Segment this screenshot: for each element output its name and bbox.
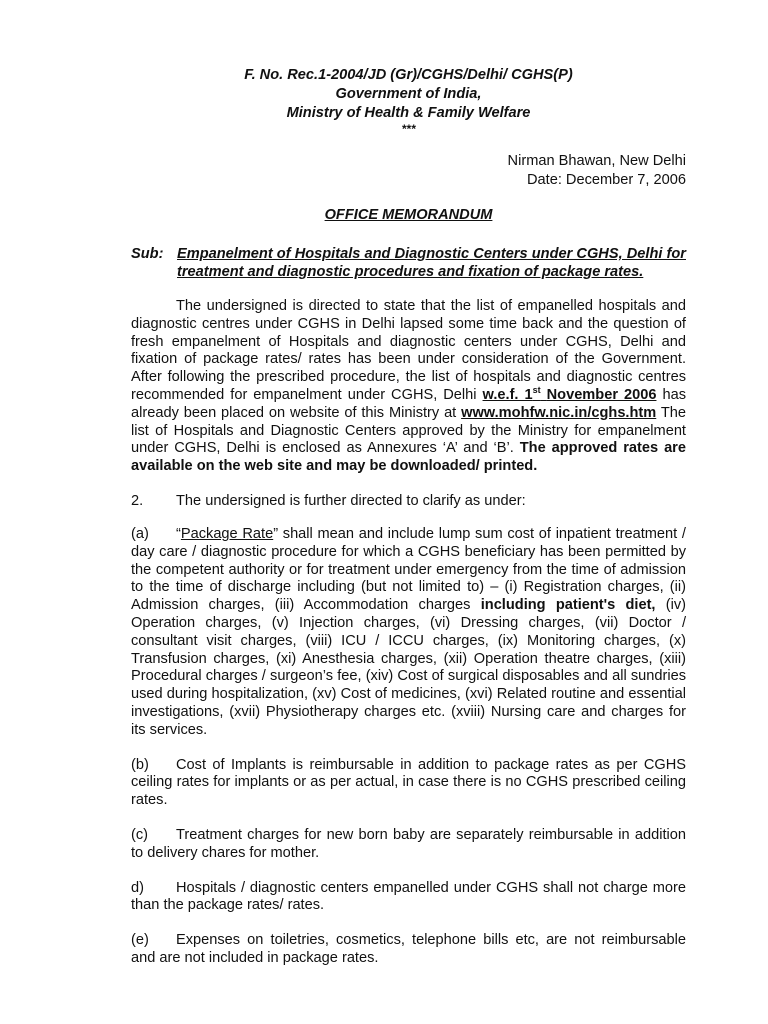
item-e-label: (e) bbox=[131, 932, 149, 949]
item-d-text: Hospitals / diagnostic centers empanelled under CGHS shall not charge more than the package rates/ rates. bbox=[131, 879, 686, 914]
para1-text-2: has already been placed on website of this Ministry at bbox=[131, 386, 686, 421]
item-a-quote: “ bbox=[176, 525, 181, 542]
item-b-label: (b) bbox=[131, 756, 149, 773]
package-rate-term: Package Rate bbox=[180, 525, 274, 542]
government-line: Government of India, bbox=[335, 86, 482, 102]
wef-month: November 2006 bbox=[546, 386, 657, 403]
paragraph-2 bbox=[131, 493, 686, 509]
item-a bbox=[131, 526, 686, 740]
letter-header bbox=[131, 66, 686, 135]
ministry-line: Ministry of Health & Family Welfare bbox=[286, 105, 531, 121]
para1-bold: The approved rates are available on the web site and may be downloaded/ printed. bbox=[131, 440, 686, 475]
memo-page bbox=[131, 66, 686, 968]
item-a-bold: including patient's diet, bbox=[480, 597, 656, 614]
place-date-block bbox=[131, 152, 686, 190]
wef-sup: st bbox=[532, 385, 541, 396]
paragraph-1 bbox=[131, 298, 686, 476]
item-b bbox=[131, 757, 686, 810]
para1-text-1: The undersigned is directed to state that the list of empanelled hospitals and diagnostic centres under CGHS in Delhi lapsed some time back and the question of fresh empanelment of Hospitals and diagnostic centers under CGHS, Delhi and fixation of package rates/ rates has been under consideration of the Government. After following the prescribed procedure, the list of hospitals and diagnostic centres recommended for empanelment under CGHS, Delhi bbox=[131, 298, 686, 403]
item-d bbox=[131, 880, 686, 916]
subject-block bbox=[131, 245, 686, 281]
para1-text-3: The list of Hospitals and Diagnostic Centers approved by the Ministry for empanelment under CGHS, Delhi is enclosed as Annexures ‘A’ and ‘B’. bbox=[131, 404, 686, 457]
item-c-label: (c) bbox=[131, 826, 149, 843]
item-a-text-2: (iv) Operation charges, (v) Injection charges, (vi) Dressing charges, (vii) Doctor / consultant visit charges, (viii) ICU / ICCU charges, (ix) Monitoring charges, (x) Transfusion charges, (xi) Anesthesia charges, (xii) Operation theatre charges, (xiii) Procedural charges / surgeon’s fee, (xiv) Cost of surgical disposables and all sundries used during hospitalization, (xv) Cost of medicines, (xvi) Related routine and essential investigations, (xvii) Physiotherapy charges etc. (xviii) Nursing care and charges for its services. bbox=[131, 597, 686, 738]
header-stars: *** bbox=[401, 122, 416, 136]
para2-number: 2. bbox=[131, 492, 144, 509]
item-a-label: (a) bbox=[131, 525, 149, 542]
item-c-text: Treatment charges for new born baby are separately reimbursable in addition to delivery chares for mother. bbox=[131, 826, 686, 861]
item-c bbox=[131, 827, 686, 863]
place: Nirman Bhawan, New Delhi bbox=[507, 153, 686, 169]
subject-text: Empanelment of Hospitals and Diagnostic Centers under CGHS, Delhi for treatment and diagnostic procedures and fixation of package rates. bbox=[177, 246, 686, 280]
file-number: F. No. Rec.1-2004/JD (Gr)/CGHS/Delhi/ CGHS(P) bbox=[244, 67, 573, 83]
item-a-text-1: ” shall mean and include lump sum cost of inpatient treatment / day care / diagnostic procedure for which a CGHS beneficiary has been permitted by the competent authority or for treatment under emergency from the time of admission to the time of discharge including (but not limited to) – (i) Registration charges, (ii) Admission charges, (iii) Accommodation charges bbox=[131, 525, 686, 614]
website-link[interactable]: www.mohfw.nic.in/cghs.htm bbox=[461, 404, 657, 421]
wef-text: w.e.f. 1 bbox=[482, 386, 533, 403]
item-b-text: Cost of Implants is reimbursable in addition to package rates as per CGHS ceiling rates for implants or as per actual, in case there is no CGHS prescribed ceiling rates. bbox=[131, 756, 686, 809]
subject-label: Sub: bbox=[131, 246, 164, 262]
date: Date: December 7, 2006 bbox=[527, 172, 686, 188]
para2-text: The undersigned is further directed to clarify as under: bbox=[176, 492, 526, 509]
memo-title: OFFICE MEMORANDUM bbox=[324, 207, 493, 223]
item-e-text: Expenses on toiletries, cosmetics, telephone bills etc, are not reimbursable and are not included in package rates. bbox=[131, 932, 686, 966]
item-e bbox=[131, 932, 686, 968]
item-d-label: d) bbox=[131, 879, 144, 896]
wef-date bbox=[483, 387, 657, 403]
